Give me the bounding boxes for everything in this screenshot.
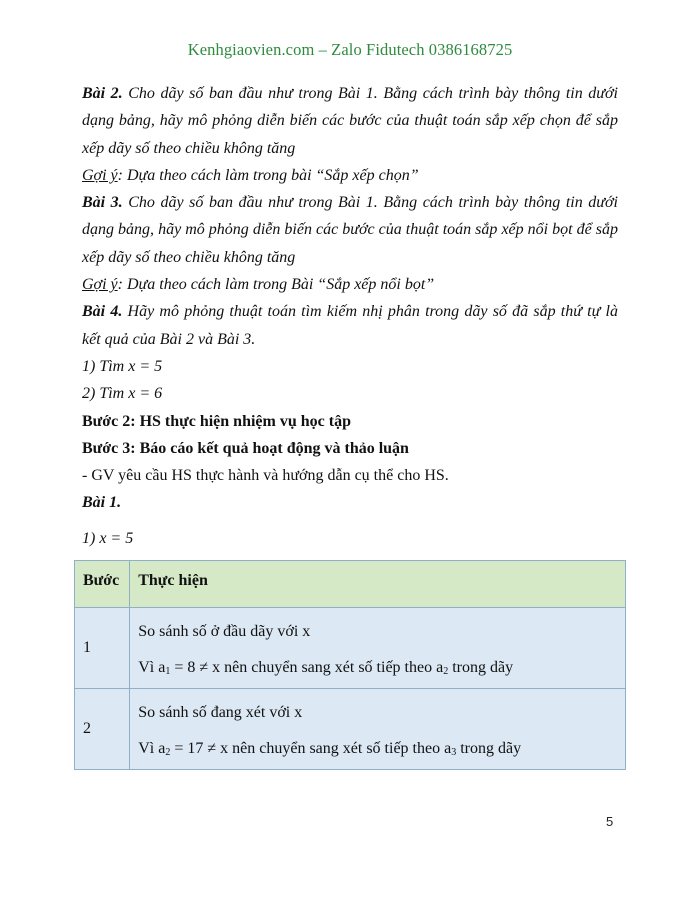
action-line-2: Vì $a_1 = 8 \ne x$ nên chuyển sang xét số tiếp theo $a_2$ trong dãy (138, 659, 514, 678)
exercise-3-hint (82, 271, 618, 298)
step-3-heading: Bước 3: Báo cáo kết quả hoạt động và thảo luận (82, 439, 409, 457)
exercise-2 (82, 80, 618, 162)
exercise-3 (82, 189, 618, 271)
action-line-1: So sánh số ở đầu dãy với x (138, 623, 311, 641)
exercise-2-text: Cho dãy số ban đầu như trong Bài 1. Bằng cách trình bày thông tin dưới dạng bảng, hãy mô phỏng diễn biến các bước của thuật toán sắp xếp chọn để sắp xếp dãy số theo chiều không tăng (82, 85, 618, 157)
document-body (82, 80, 618, 770)
bai1-heading: Bài 1. (82, 494, 122, 512)
step-2-heading: Bước 2: HS thực hiện nhiệm vụ học tập (82, 412, 351, 430)
step-number: 2 (75, 689, 130, 770)
case-1-label: 1) x = 5 (82, 529, 134, 547)
table-header-row (75, 561, 626, 608)
hint-label: Gợi ý (82, 276, 118, 294)
table-row (75, 608, 626, 689)
hint-text: : Dựa theo cách làm trong bài “Sắp xếp chọn” (117, 166, 419, 184)
action-line-2: Vì $a_2 = 17 \ne x$ nên chuyển sang xét số tiếp theo $a_3$ trong dãy (138, 740, 522, 759)
step-action (130, 689, 626, 770)
column-header-step: Bước (75, 561, 130, 608)
exercise-4-text: Hãy mô phỏng thuật toán tìm kiếm nhị phân trong dãy số đã sắp thứ tự là kết quả của Bài 2 và Bài 3. (82, 303, 619, 348)
hint-label: Gợi ý (82, 166, 118, 184)
exercise-4-item-2: 2) Tìm x = 6 (82, 385, 163, 403)
step-number: 1 (75, 608, 130, 689)
exercise-3-text: Cho dãy số ban đầu như trong Bài 1. Bằng cách trình bày thông tin dưới dạng bảng, hãy mô phỏng diễn biến các bước của thuật toán sắp xếp nổi bọt để sắp xếp dãy số theo chiều không tăng (82, 194, 618, 266)
exercise-3-label: Bài 3. (82, 194, 123, 212)
exercise-2-hint (82, 162, 618, 189)
step-action (130, 608, 626, 689)
hint-text: : Dựa theo cách làm trong Bài “Sắp xếp nổi bọt” (117, 276, 435, 294)
page-header: Kenhgiaovien.com – Zalo Fidutech 0386168725 (187, 40, 513, 59)
steps-table (74, 560, 626, 770)
exercise-2-label: Bài 2. (82, 85, 123, 102)
exercise-4-item-1: 1) Tìm x = 5 (82, 357, 163, 375)
action-line-1: So sánh số đang xét với x (138, 704, 303, 722)
exercise-4 (82, 298, 618, 353)
exercise-4-label: Bài 4. (82, 303, 123, 321)
table-row (75, 689, 626, 770)
column-header-action: Thực hiện (130, 561, 626, 608)
teacher-note: - GV yêu cầu HS thực hành và hướng dẫn cụ thể cho HS. (82, 467, 449, 485)
page-number: 5 (606, 814, 614, 829)
